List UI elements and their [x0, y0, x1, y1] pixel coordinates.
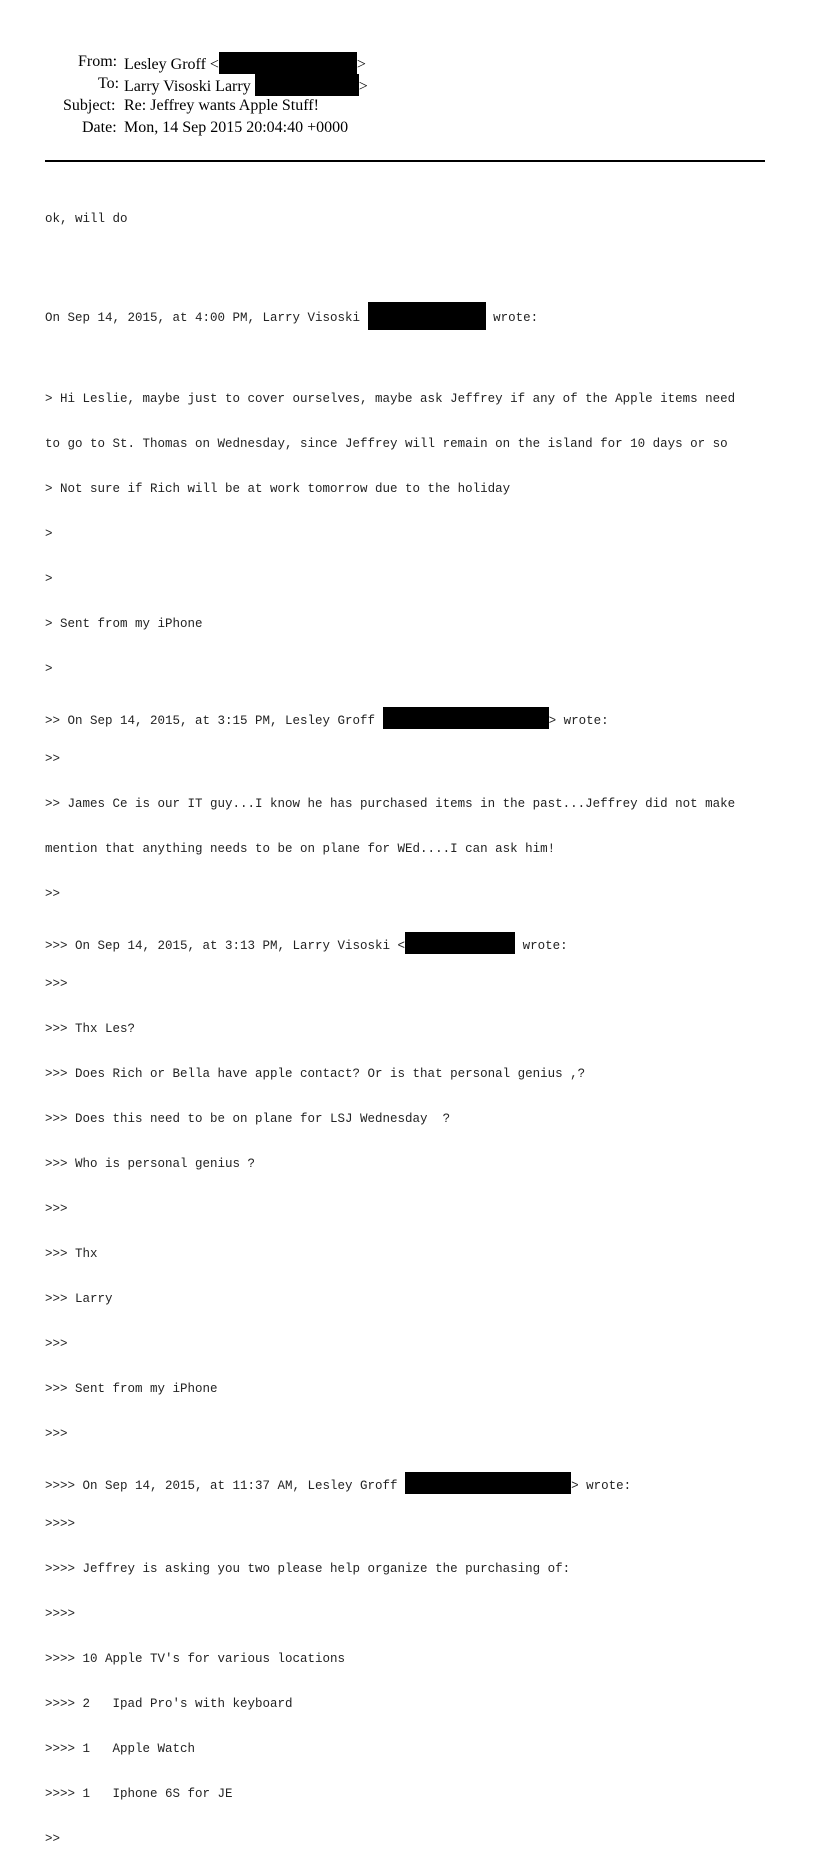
body-line: >>>> On Sep 14, 2015, at 11:37 AM, Lesley Groff > wrote: — [45, 1472, 770, 1487]
body-line: >>> — [45, 1202, 68, 1216]
subject-value: Re: Jeffrey wants Apple Stuff! — [124, 97, 319, 114]
body-line: >> — [45, 752, 61, 766]
body-line: >>> Does Rich or Bella have apple contact? Or is that personal genius ,? — [45, 1067, 586, 1081]
body-line: On Sep 14, 2015, at 4:00 PM, Larry Visoski wrote: — [45, 302, 770, 317]
redacted-email-block — [405, 932, 515, 954]
body-line: > — [45, 572, 53, 586]
body-line: > Hi Leslie, maybe just to cover ourselves, maybe ask Jeffrey if any of the Apple items need — [45, 392, 736, 406]
redacted-email-block — [383, 707, 549, 729]
body-line: >>>> — [45, 1517, 76, 1531]
body-line: >> On Sep 14, 2015, at 3:15 PM, Lesley Groff > wrote: — [45, 707, 770, 722]
body-line: >>> On Sep 14, 2015, at 3:13 PM, Larry Visoski < wrote: — [45, 932, 770, 947]
body-line: >>> Thx Les? — [45, 1022, 136, 1036]
redacted-email-block — [368, 302, 486, 330]
body-line: >>> Sent from my iPhone — [45, 1382, 218, 1396]
from-label: From: — [78, 53, 118, 70]
body-line: >>> Who is personal genius ? — [45, 1157, 256, 1171]
redacted-email-block — [219, 52, 357, 74]
body-line: >>> Thx — [45, 1247, 98, 1261]
body-line: mention that anything needs to be on plane for WEd....I can ask him! — [45, 842, 556, 856]
body-line: > Sent from my iPhone — [45, 617, 203, 631]
body-line: >>>> — [45, 1607, 76, 1621]
body-line: > Not sure if Rich will be at work tomorrow due to the holiday — [45, 482, 511, 496]
body-line: >>> — [45, 1427, 68, 1441]
date-value: Mon, 14 Sep 2015 20:04:40 +0000 — [124, 119, 349, 136]
from-value: Lesley Groff < > — [124, 52, 366, 75]
body-line: > — [45, 662, 53, 676]
to-value: Larry Visoski Larry > — [124, 74, 368, 97]
body-line: > — [45, 527, 53, 541]
email-body — [45, 182, 770, 1862]
redacted-email-block — [405, 1472, 571, 1494]
subject-label: Subject: — [63, 97, 116, 114]
body-line: >>>> 1 Apple Watch — [45, 1742, 196, 1756]
body-line: to go to St. Thomas on Wednesday, since Jeffrey will remain on the island for 10 days or so — [45, 437, 728, 451]
body-line: >> — [45, 887, 61, 901]
body-line: >>>> 2 Ipad Pro's with keyboard — [45, 1697, 293, 1711]
body-line: >>>> 1 Iphone 6S for JE — [45, 1787, 233, 1801]
to-label: To: — [98, 75, 120, 92]
body-line: >>>> Jeffrey is asking you two please help organize the purchasing of: — [45, 1562, 571, 1576]
body-line: >>> Does this need to be on plane for LSJ Wednesday ? — [45, 1112, 451, 1126]
header-divider — [45, 160, 765, 162]
redacted-email-block — [255, 74, 359, 96]
body-line: >>> Larry — [45, 1292, 113, 1306]
body-line: >>>> 10 Apple TV's for various locations — [45, 1652, 346, 1666]
body-line: >> — [45, 1832, 61, 1846]
body-line: >> James Ce is our IT guy...I know he has purchased items in the past...Jeffrey did not make — [45, 797, 736, 811]
body-line: >>> — [45, 977, 68, 991]
body-line: ok, will do — [45, 212, 128, 226]
body-line: >>> — [45, 1337, 68, 1351]
date-label: Date: — [82, 119, 117, 136]
